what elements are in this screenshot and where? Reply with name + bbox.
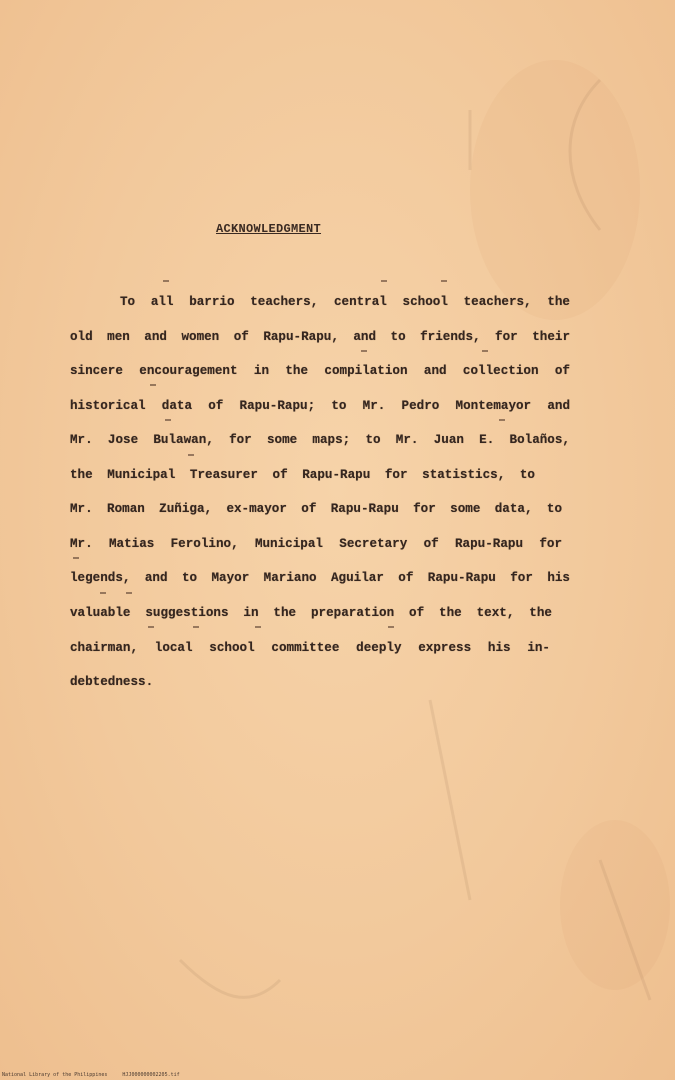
- footer-file-id: HJJ000000002205.tif: [122, 1072, 180, 1078]
- text-line: Mr. Jose Bulawan, for some maps; to Mr. Juan E. Bolaños,: [70, 433, 570, 447]
- text-line: Mr. Roman Zuñiga, ex-mayor of Rapu-Rapu for some data, to: [70, 502, 562, 516]
- page-title: ACKNOWLEDGMENT: [215, 222, 322, 236]
- text-line: debtedness.: [70, 675, 154, 689]
- text-line: sincere encouragement in the compilation and collection of: [70, 364, 570, 378]
- text-line: legends, and to Mayor Mariano Aguilar of Rapu-Rapu for his: [70, 571, 570, 585]
- footer: [2, 1072, 180, 1078]
- text-line: historical data of Rapu-Rapu; to Mr. Pedro Montemayor and: [70, 399, 570, 413]
- text-line: the Municipal Treasurer of Rapu-Rapu for statistics, to: [70, 468, 535, 482]
- footer-source: National Library of the Philippines: [2, 1072, 108, 1078]
- text-line: old men and women of Rapu-Rapu, and to friends, for their: [70, 330, 570, 344]
- text-line: Mr. Matias Ferolino, Municipal Secretary of Rapu-Rapu for: [70, 537, 562, 551]
- text-line: valuable suggestions in the preparation of the text, the: [70, 606, 552, 620]
- text-line: chairman, local school committee deeply express his in-: [70, 641, 550, 655]
- text-line: To all barrio teachers, central school teachers, the: [120, 295, 570, 309]
